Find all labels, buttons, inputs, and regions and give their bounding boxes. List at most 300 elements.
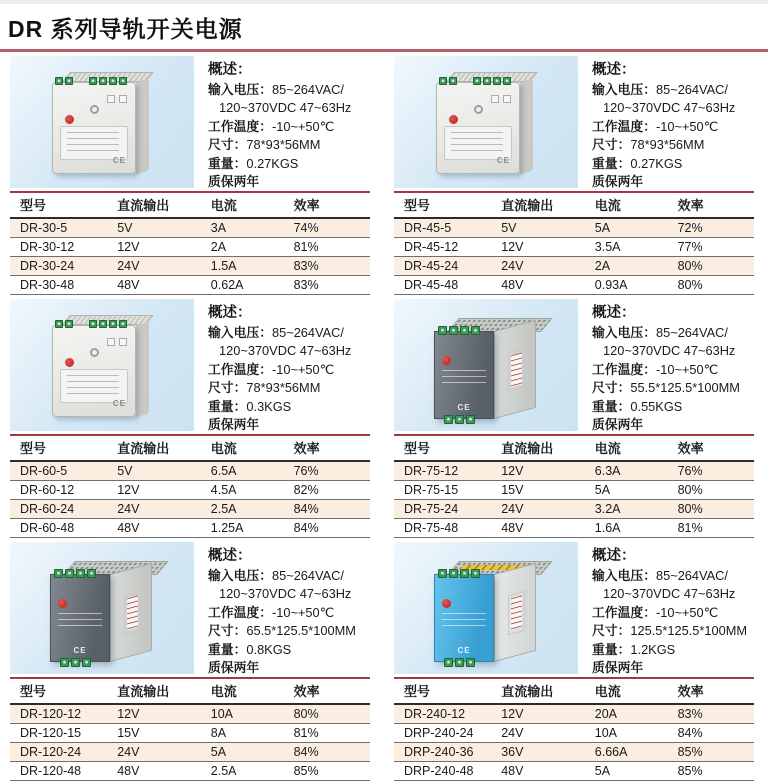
product-photo — [394, 542, 578, 674]
label-text-lines — [67, 375, 118, 398]
spec-line — [208, 567, 356, 585]
spec-line — [592, 118, 735, 136]
spec-label: 尺寸： — [208, 380, 247, 396]
spec-list — [208, 324, 351, 434]
table-row — [394, 724, 754, 743]
spec-label: 质保两年 — [592, 174, 644, 190]
table-cell: DRP-240-36 — [404, 745, 474, 759]
side-spec-label — [508, 348, 525, 392]
ce-mark: CE — [73, 646, 87, 655]
spec-value: 78*93*56MM — [246, 380, 321, 396]
table-cell: DR-60-5 — [20, 464, 68, 478]
ce-mark: CE — [496, 156, 510, 165]
spec-line — [592, 361, 740, 379]
table-cell: 0.62A — [210, 278, 244, 292]
table-cell: DR-75-12 — [404, 464, 459, 478]
brand-logo-icon — [442, 599, 451, 608]
spec-value: 0.8KGS — [246, 641, 292, 657]
column-header: 电流 — [594, 198, 621, 213]
terminal-block-icon — [444, 415, 475, 424]
table-body — [394, 705, 754, 781]
column-header: 直流输出 — [117, 198, 170, 213]
table-cell: 1.6A — [594, 521, 621, 535]
column-header: 电流 — [210, 198, 237, 213]
product-block — [0, 52, 384, 295]
table-row — [10, 743, 370, 762]
label-text-lines — [67, 132, 118, 155]
models-table — [10, 191, 370, 295]
table-row — [10, 762, 370, 781]
table-body — [10, 462, 370, 538]
product-photo — [10, 299, 194, 431]
table-cell: 76% — [677, 464, 703, 478]
terminal-block-icon — [438, 569, 480, 578]
table-cell: 36V — [501, 745, 524, 759]
spec-value: 85~264VAC/ — [271, 82, 344, 97]
spec-value: 120~370VDC 47~63Hz — [219, 100, 352, 116]
device-front — [436, 82, 520, 174]
spec-label: 质保两年 — [592, 660, 644, 676]
table-cell: DR-45-12 — [404, 240, 459, 254]
power-supply-image — [426, 65, 546, 179]
table-row — [10, 519, 370, 538]
block-top — [0, 297, 384, 431]
product-block — [0, 538, 384, 781]
spec-label: 重量： — [592, 398, 631, 414]
power-supply-image — [426, 551, 546, 665]
spec-value: 0.27KGS — [246, 155, 299, 171]
column-header: 直流输出 — [501, 684, 554, 699]
table-cell: 5A — [210, 745, 227, 759]
spec-list — [592, 81, 735, 191]
table-cell: DR-30-12 — [20, 240, 75, 254]
spec-label: 输入电压： — [592, 568, 656, 583]
block-top — [0, 54, 384, 188]
device-side — [110, 563, 152, 662]
spec-label: 尺寸： — [592, 380, 631, 396]
spec-label: 质保两年 — [208, 174, 260, 190]
table-cell: DR-120-12 — [20, 707, 82, 721]
spec-list — [208, 567, 356, 677]
table-cell: DR-120-15 — [20, 726, 82, 740]
table-cell: 24V — [501, 259, 524, 273]
spec-label: 重量： — [592, 155, 631, 171]
page-title: DR 系列导轨开关电源 — [8, 16, 243, 42]
models-table — [394, 191, 754, 295]
table-cell: 4.5A — [210, 483, 237, 497]
table-cell: 3.2A — [594, 502, 621, 516]
spec-value: 120~370VDC 47~63Hz — [603, 100, 736, 116]
spec-value: -10~+50℃ — [271, 118, 335, 134]
column-header: 效率 — [677, 684, 704, 699]
brand-logo-icon — [65, 358, 74, 367]
side-spec-label — [508, 591, 525, 635]
spec-value: 120~370VDC 47~63Hz — [219, 586, 352, 602]
table-cell: DRP-240-24 — [404, 726, 474, 740]
table-cell: 84% — [293, 502, 319, 516]
table-cell: 2.5A — [210, 764, 237, 778]
spec-line — [592, 324, 740, 342]
product-block — [0, 295, 384, 538]
column-header: 型号 — [404, 684, 431, 699]
table-row — [394, 762, 754, 781]
table-cell: 80% — [677, 502, 703, 516]
models-table — [394, 434, 754, 538]
spec-value: -10~+50℃ — [655, 604, 719, 620]
terminal-block-icon — [55, 320, 127, 328]
power-supply-image — [42, 551, 162, 665]
product-grid — [0, 52, 768, 781]
table-row — [10, 462, 370, 481]
column-header: 直流输出 — [501, 198, 554, 213]
spec-label: 工作温度： — [208, 118, 272, 134]
spec-line — [592, 641, 747, 659]
table-cell: 12V — [117, 240, 140, 254]
spec-label: 尺寸： — [592, 623, 631, 639]
spec-value: 55.5*125.5*100MM — [630, 380, 740, 396]
product-photo — [394, 299, 578, 431]
adjust-knob-icon — [474, 105, 483, 114]
table-cell: 5A — [594, 221, 611, 235]
overview-section — [578, 297, 744, 431]
spec-line — [208, 361, 351, 379]
terminal-block-icon — [439, 77, 511, 85]
spec-line — [208, 173, 351, 191]
label-text-lines — [451, 132, 502, 155]
overview-heading: 概述： — [592, 305, 636, 321]
spec-line — [208, 622, 356, 640]
spec-line — [208, 342, 351, 360]
table-row — [10, 276, 370, 295]
overview-heading: 概述： — [208, 305, 252, 321]
table-cell: DR-45-48 — [404, 278, 459, 292]
brand-logo-icon — [58, 599, 67, 608]
column-header: 电流 — [210, 684, 237, 699]
model-text-lines — [442, 370, 486, 387]
table-cell: 85% — [677, 764, 703, 778]
product-photo — [10, 542, 194, 674]
spec-value: 85~264VAC/ — [271, 325, 344, 340]
table-cell: 12V — [117, 483, 140, 497]
table-row — [394, 519, 754, 538]
ce-mark: CE — [457, 403, 471, 412]
adjust-knob-icon — [90, 105, 99, 114]
table-cell: 81% — [293, 726, 319, 740]
spec-line — [592, 567, 747, 585]
device-side — [520, 79, 533, 174]
spec-label: 质保两年 — [592, 417, 644, 433]
table-cell: 84% — [293, 745, 319, 759]
indicator-windows — [491, 95, 511, 103]
spec-label: 尺寸： — [592, 137, 631, 153]
spec-value: 85~264VAC/ — [655, 82, 728, 97]
table-cell: 72% — [677, 221, 703, 235]
terminal-block-icon — [55, 77, 127, 85]
table-body — [394, 219, 754, 295]
spec-value: -10~+50℃ — [271, 361, 335, 377]
table-header-row — [10, 195, 370, 219]
device-side — [494, 320, 536, 419]
spec-line — [592, 416, 740, 434]
spec-line — [592, 604, 747, 622]
table-row — [10, 705, 370, 724]
table-cell: 48V — [501, 278, 524, 292]
spec-label: 工作温度： — [592, 361, 656, 377]
product-photo — [394, 56, 578, 188]
page-header — [0, 4, 768, 44]
table-header-row — [10, 681, 370, 705]
models-table — [10, 434, 370, 538]
table-cell: 5A — [594, 764, 611, 778]
table-cell: 1.5A — [210, 259, 237, 273]
spec-line — [592, 136, 735, 154]
table-row — [394, 238, 754, 257]
table-row — [394, 500, 754, 519]
column-header: 电流 — [210, 441, 237, 456]
table-cell: 48V — [117, 764, 140, 778]
spec-value: 120~370VDC 47~63Hz — [219, 343, 352, 359]
block-top — [384, 540, 768, 674]
power-supply-image — [42, 65, 162, 179]
column-header: 效率 — [293, 684, 320, 699]
column-header: 直流输出 — [501, 441, 554, 456]
spec-line — [208, 585, 356, 603]
table-cell: 0.93A — [594, 278, 628, 292]
table-cell: DR-30-24 — [20, 259, 75, 273]
device-front — [52, 82, 136, 174]
spec-value: -10~+50℃ — [271, 604, 335, 620]
spec-value: -10~+50℃ — [655, 361, 719, 377]
column-header: 效率 — [293, 198, 320, 213]
spec-label: 输入电压： — [208, 325, 272, 340]
spec-value: -10~+50℃ — [655, 118, 719, 134]
table-cell: 85% — [677, 745, 703, 759]
spec-label: 输入电压： — [592, 325, 656, 340]
spec-label: 尺寸： — [208, 623, 247, 639]
spec-value: 85~264VAC/ — [655, 325, 728, 340]
terminal-block-icon — [60, 658, 91, 667]
ce-mark: CE — [112, 156, 126, 165]
spec-label: 重量： — [208, 398, 247, 414]
device-side — [494, 563, 536, 662]
table-cell: 77% — [677, 240, 703, 254]
spec-line — [592, 659, 747, 677]
spec-line — [208, 604, 356, 622]
spec-line — [208, 136, 351, 154]
table-cell: DR-75-15 — [404, 483, 459, 497]
block-top — [384, 54, 768, 188]
spec-line — [208, 659, 356, 677]
table-cell: 20A — [594, 707, 618, 721]
terminal-block-icon — [54, 569, 96, 578]
brand-logo-icon — [449, 115, 458, 124]
table-cell: 2.5A — [210, 502, 237, 516]
spec-label: 输入电压： — [208, 82, 272, 97]
terminal-block-icon — [444, 658, 475, 667]
device-side — [136, 79, 149, 174]
spec-value: 120~370VDC 47~63Hz — [603, 586, 736, 602]
block-top — [0, 540, 384, 674]
brand-logo-icon — [442, 356, 451, 365]
table-cell: 24V — [501, 502, 524, 516]
table-header-row — [394, 438, 754, 462]
device-front — [434, 574, 494, 662]
table-cell: 48V — [117, 278, 140, 292]
table-cell: DR-45-24 — [404, 259, 459, 273]
model-text-lines — [442, 613, 486, 630]
table-cell: 85% — [293, 764, 319, 778]
table-cell: 12V — [501, 464, 524, 478]
table-cell: 76% — [293, 464, 319, 478]
models-table — [10, 677, 370, 781]
indicator-windows — [107, 338, 127, 346]
spec-line — [208, 641, 356, 659]
table-cell: 48V — [501, 764, 524, 778]
table-row — [10, 238, 370, 257]
table-cell: 80% — [293, 707, 319, 721]
table-cell: DR-60-24 — [20, 502, 75, 516]
table-header-row — [10, 438, 370, 462]
product-block — [384, 52, 768, 295]
table-row — [394, 219, 754, 238]
ce-mark: CE — [112, 399, 126, 408]
device-front — [52, 325, 136, 417]
table-cell: 80% — [677, 259, 703, 273]
table-cell: DR-120-24 — [20, 745, 82, 759]
device-front — [50, 574, 110, 662]
spec-line — [208, 324, 351, 342]
power-supply-image — [42, 308, 162, 422]
overview-heading: 概述： — [592, 62, 636, 78]
column-header: 效率 — [293, 441, 320, 456]
table-row — [394, 705, 754, 724]
table-cell: 83% — [677, 707, 703, 721]
table-row — [10, 481, 370, 500]
table-cell: 48V — [117, 521, 140, 535]
spec-line — [592, 173, 735, 191]
spec-line — [592, 398, 740, 416]
table-row — [10, 257, 370, 276]
table-cell: 1.25A — [210, 521, 244, 535]
table-cell: 15V — [117, 726, 140, 740]
table-cell: DR-30-48 — [20, 278, 75, 292]
table-cell: DR-30-5 — [20, 221, 68, 235]
table-cell: DR-75-24 — [404, 502, 459, 516]
column-header: 效率 — [677, 441, 704, 456]
spec-value: 85~264VAC/ — [655, 568, 728, 583]
table-cell: 82% — [293, 483, 319, 497]
column-header: 型号 — [404, 198, 431, 213]
table-cell: 80% — [677, 278, 703, 292]
table-body — [10, 705, 370, 781]
table-row — [394, 481, 754, 500]
table-cell: 8A — [210, 726, 227, 740]
spec-label: 工作温度： — [208, 361, 272, 377]
spec-value: 78*93*56MM — [246, 137, 321, 153]
table-row — [10, 724, 370, 743]
spec-line — [208, 118, 351, 136]
table-row — [394, 276, 754, 295]
table-cell: 84% — [677, 726, 703, 740]
spec-line — [592, 585, 747, 603]
table-cell: 81% — [293, 240, 319, 254]
table-cell: 80% — [677, 483, 703, 497]
table-cell: 6.3A — [594, 464, 621, 478]
table-cell: 15V — [501, 483, 524, 497]
table-cell: 48V — [501, 521, 524, 535]
table-cell: 24V — [501, 726, 524, 740]
spec-label: 输入电压： — [592, 82, 656, 97]
table-cell: 6.66A — [594, 745, 628, 759]
table-cell: 24V — [117, 502, 140, 516]
table-header-row — [394, 681, 754, 705]
brand-logo-icon — [65, 115, 74, 124]
overview-section — [194, 54, 355, 188]
spec-label: 工作温度： — [592, 604, 656, 620]
ce-mark: CE — [457, 646, 471, 655]
table-body — [10, 219, 370, 295]
block-top — [384, 297, 768, 431]
spec-label: 工作温度： — [208, 604, 272, 620]
table-row — [394, 257, 754, 276]
column-header: 电流 — [594, 684, 621, 699]
column-header: 直流输出 — [117, 684, 170, 699]
device-front — [434, 331, 494, 419]
table-cell: 5V — [501, 221, 517, 235]
models-table — [394, 677, 754, 781]
product-block — [384, 538, 768, 781]
spec-value: 0.55KGS — [630, 398, 683, 414]
column-header: 直流输出 — [117, 441, 170, 456]
table-cell: 10A — [594, 726, 618, 740]
spec-value: 85~264VAC/ — [271, 568, 344, 583]
table-cell: DRP-240-48 — [404, 764, 474, 778]
spec-list — [592, 567, 747, 677]
spec-label: 工作温度： — [592, 118, 656, 134]
table-cell: 24V — [117, 259, 140, 273]
terminal-block-icon — [438, 326, 480, 335]
overview-section — [194, 297, 355, 431]
spec-line — [208, 155, 351, 173]
spec-line — [208, 99, 351, 117]
spec-list — [592, 324, 740, 434]
column-header: 型号 — [20, 684, 47, 699]
spec-value: 65.5*125.5*100MM — [246, 623, 356, 639]
table-header-row — [394, 195, 754, 219]
spec-value: 125.5*125.5*100MM — [630, 623, 748, 639]
spec-label: 输入电压： — [208, 568, 272, 583]
spec-label: 重量： — [208, 641, 247, 657]
column-header: 型号 — [20, 198, 47, 213]
side-spec-label — [124, 591, 141, 635]
table-cell: 2A — [594, 259, 611, 273]
indicator-windows — [107, 95, 127, 103]
spec-line — [592, 379, 740, 397]
spec-value: 0.3KGS — [246, 398, 292, 414]
table-cell: DR-120-48 — [20, 764, 82, 778]
spec-line — [592, 81, 735, 99]
overview-section — [578, 540, 751, 674]
table-cell: 5A — [594, 483, 611, 497]
table-cell: 5V — [117, 464, 133, 478]
overview-heading: 概述： — [592, 548, 636, 564]
spec-line — [592, 622, 747, 640]
table-cell: 6.5A — [210, 464, 237, 478]
spec-line — [208, 416, 351, 434]
table-cell: 81% — [677, 521, 703, 535]
table-row — [394, 743, 754, 762]
table-cell: 83% — [293, 278, 319, 292]
